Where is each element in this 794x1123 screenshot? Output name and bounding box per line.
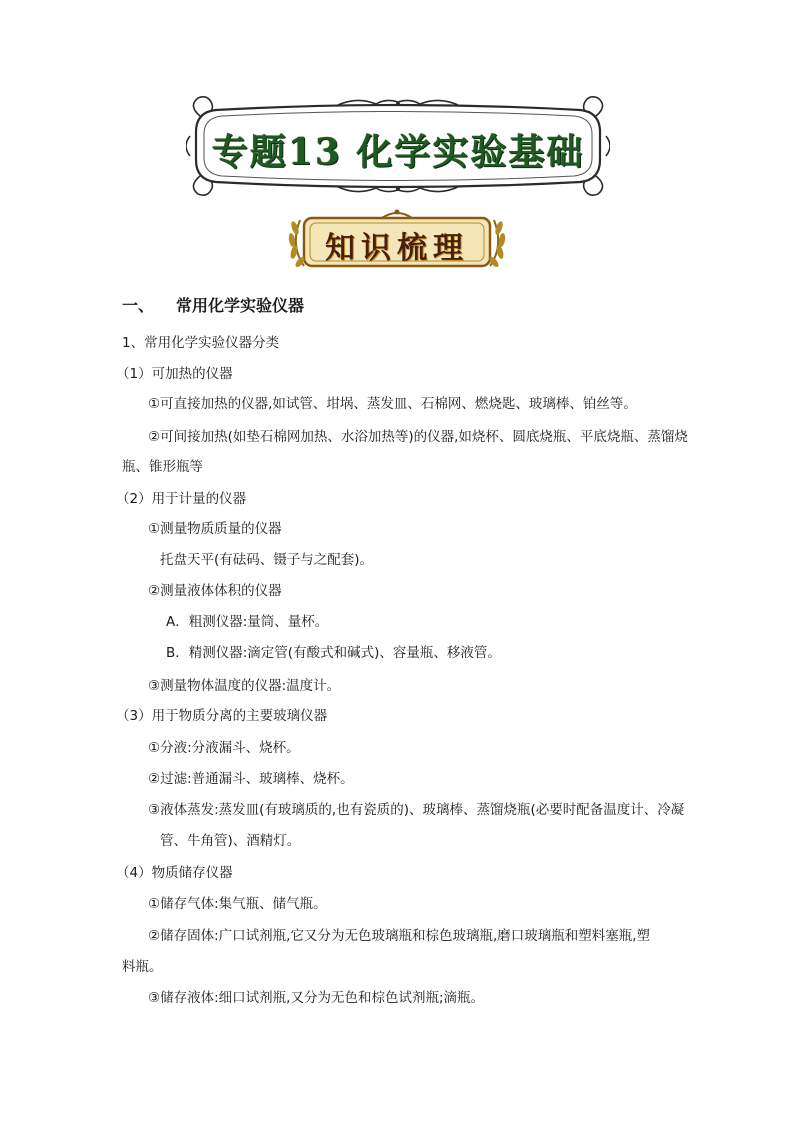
paragraph-line: B．精测仪器:滴定管(有酸式和碱式)、容量瓶、移液管。 <box>166 645 501 661</box>
paragraph-line: 管、牛角管)、酒精灯。 <box>160 833 301 849</box>
paragraph-line: ②测量液体体积的仪器 <box>148 583 282 599</box>
paragraph-line: 料瓶。 <box>122 959 163 975</box>
section-badge-label: 知识梳理 <box>325 231 469 266</box>
section-heading-number: 一、 <box>122 296 155 315</box>
paragraph-line: ①可直接加热的仪器,如试管、坩埚、蒸发皿、石棉网、燃烧匙、玻璃棒、铂丝等。 <box>148 396 637 412</box>
paragraph-line: 1、常用化学实验仪器分类 <box>122 335 280 351</box>
section-heading <box>122 296 304 316</box>
paragraph-line: （1）可加热的仪器 <box>116 366 233 382</box>
paragraph-line: ①分液:分液漏斗、烧杯。 <box>148 740 300 756</box>
title-banner <box>186 96 610 196</box>
paragraph-line: 托盘天平(有砝码、镊子与之配套)。 <box>160 552 374 568</box>
section-heading-text: 常用化学实验仪器 <box>176 296 305 315</box>
paragraph-line: A．粗测仪器:量筒、量杯。 <box>166 614 329 630</box>
paragraph-line: ③液体蒸发:蒸发皿(有玻璃质的,也有瓷质的)、玻璃棒、蒸馏烧瓶(必要时配备温度计、冷凝 <box>148 802 685 818</box>
paragraph-line: ②可间接加热(如垫石棉网加热、水浴加热等)的仪器,如烧杯、圆底烧瓶、平底烧瓶、蒸馏烧 <box>148 429 688 445</box>
paragraph-line: ②储存固体:广口试剂瓶,它又分为无色玻璃瓶和棕色玻璃瓶,磨口玻璃瓶和塑料塞瓶,塑 <box>148 928 651 944</box>
paragraph-line: ②过滤:普通漏斗、玻璃棒、烧杯。 <box>148 771 354 787</box>
paragraph-line: （3）用于物质分离的主要玻璃仪器 <box>116 708 328 724</box>
paragraph-line: ③储存液体:细口试剂瓶,又分为无色和棕色试剂瓶;滴瓶。 <box>148 990 484 1006</box>
document-title: 专题13 化学实验基础 <box>211 131 585 173</box>
paragraph-line: （4）物质储存仪器 <box>116 865 233 881</box>
paragraph-line: ③测量物体温度的仪器:温度计。 <box>148 678 341 694</box>
paragraph-line: ①储存气体:集气瓶、储气瓶。 <box>148 896 327 912</box>
section-badge <box>286 206 508 276</box>
paragraph-line: 瓶、锥形瓶等 <box>122 459 203 475</box>
paragraph-line: ①测量物质质量的仪器 <box>148 521 282 537</box>
paragraph-line: （2）用于计量的仪器 <box>116 491 247 507</box>
